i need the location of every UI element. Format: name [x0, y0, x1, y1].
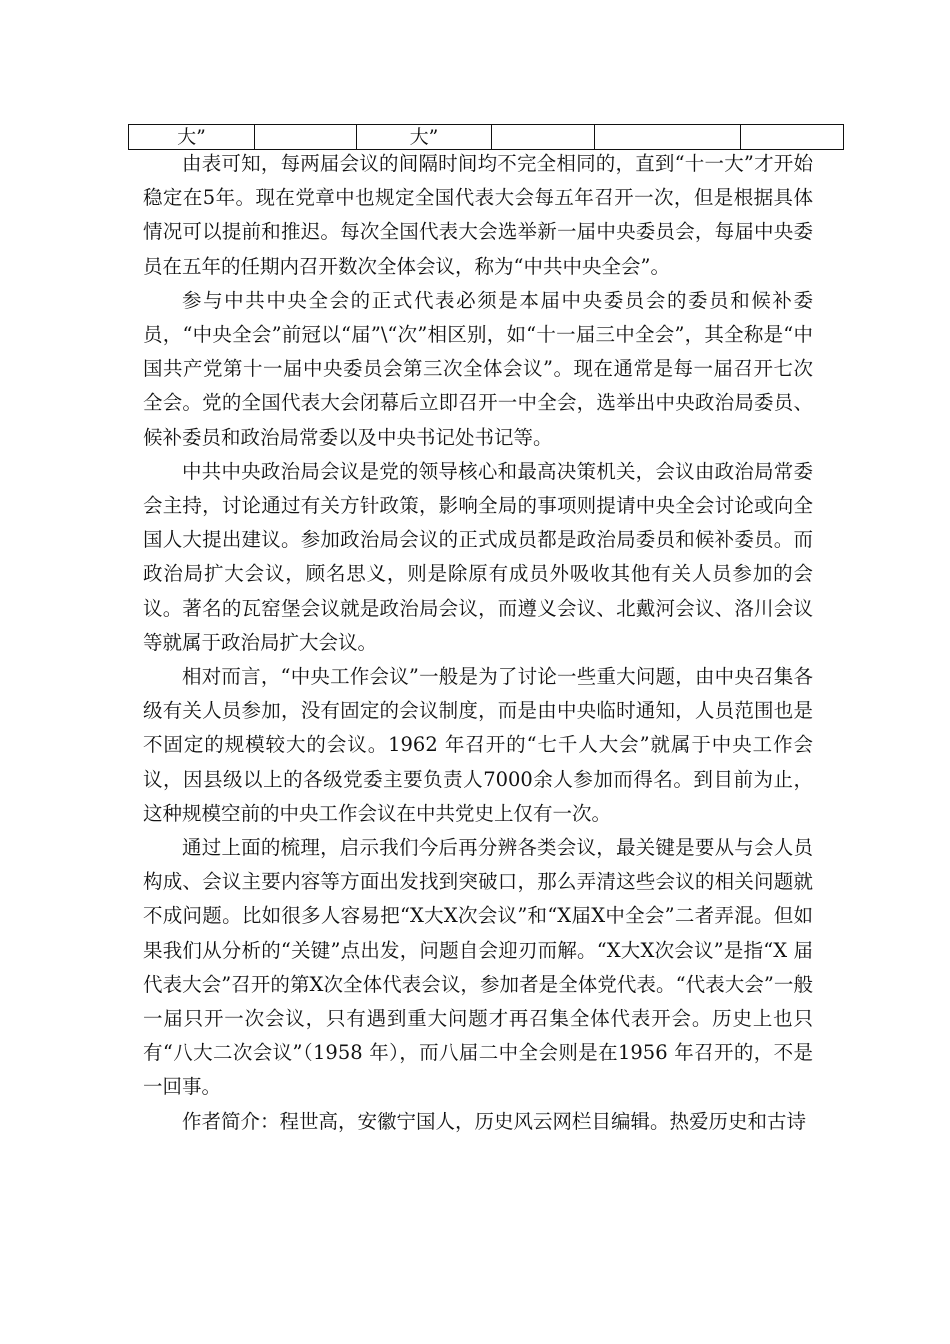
table-cell — [741, 125, 844, 150]
table-row — [129, 125, 844, 150]
table-cell — [492, 125, 595, 150]
paragraph-politburo: 中共中央政治局会议是党的领导核心和最高决策机关，会议由政治局常委会主持，讨论通过有关方针政策，影响全局的事项则提请中央全会讨论或向全国人大提出建议。参加政治局会议的正式成员都是政治局委员和候补委员。而政治局扩大会议，顾名思义，则是除原有成员外吸收其他有关人员参加的会议。著名的瓦窑堡会议就是政治局会议，而遵义会议、北戴河会议、洛川会议等就属于政治局扩大会议。 — [143, 459, 813, 654]
table-cell: 大” — [129, 125, 255, 150]
paragraph-plenary-session: 参与中共中央全会的正式代表必须是本届中央委员会的委员和候补委员，“中央全会”前冠以“届”\“次”相区别，如“十一届三中全会”，其全称是“中国共产党第十一届中央委员会第三次全体会议”。现在通常是每一届召开七次全会。党的全国代表大会闭幕后立即召开一中全会，选举出中央政治局委员、候补委员和政治局常委以及中央书记处书记等。 — [143, 288, 813, 449]
table-cell: 大” — [357, 125, 492, 150]
body-text — [143, 147, 813, 1139]
paragraph-summary: 通过上面的梳理，启示我们今后再分辨各类会议，最关键是要从与会人员构成、会议主要内容等方面出发找到突破口，那么弄清这些会议的相关问题就不成问题。比如很多人容易把“X大X次会议”和“X届X中全会”二者弄混。但如果我们从分析的“关键”点出发，问题自会迎刃而解。“X大X次会议”是指“X 届代表大会”召开的第X次全体代表会议，参加者是全体党代表。“代表大会”一般一届只开一次会议，只有遇到重大问题才再召集全体代表开会。历史上也只有“八大二次会议”（1958 年），而八届二中全会则是在1956 年召开的，不是一回事。 — [143, 836, 813, 1099]
paragraph-interval: 由表可知，每两届会议的间隔时间均不完全相同的，直到“十一大”才开始稳定在5年。现在党章中也规定全国代表大会每五年召开一次，但是根据具体情况可以提前和推迟。每次全国代表大会选举新一届中央委员会，每届中央委员在五年的任期内召开数次全体会议，称为“中共中央全会”。 — [143, 152, 813, 278]
paragraph-author-bio: 作者简介：程世高，安徽宁国人，历史风云网栏目编辑。热爱历史和古诗 — [182, 1109, 807, 1133]
table-cell — [255, 125, 357, 150]
paragraph-work-conference: 相对而言，“中央工作会议”一般是为了讨论一些重大问题，由中央召集各级有关人员参加，没有固定的会议制度，而是由中央临时通知，人员范围也是不固定的规模较大的会议。1962 年召开的“七千人大会”就属于中央工作会议，因县级以上的各级党委主要负责人7000余人参加而得名。到目前为止，这种规模空前的中央工作会议在中共党史上仅有一次。 — [143, 665, 813, 825]
table-cell — [595, 125, 741, 150]
